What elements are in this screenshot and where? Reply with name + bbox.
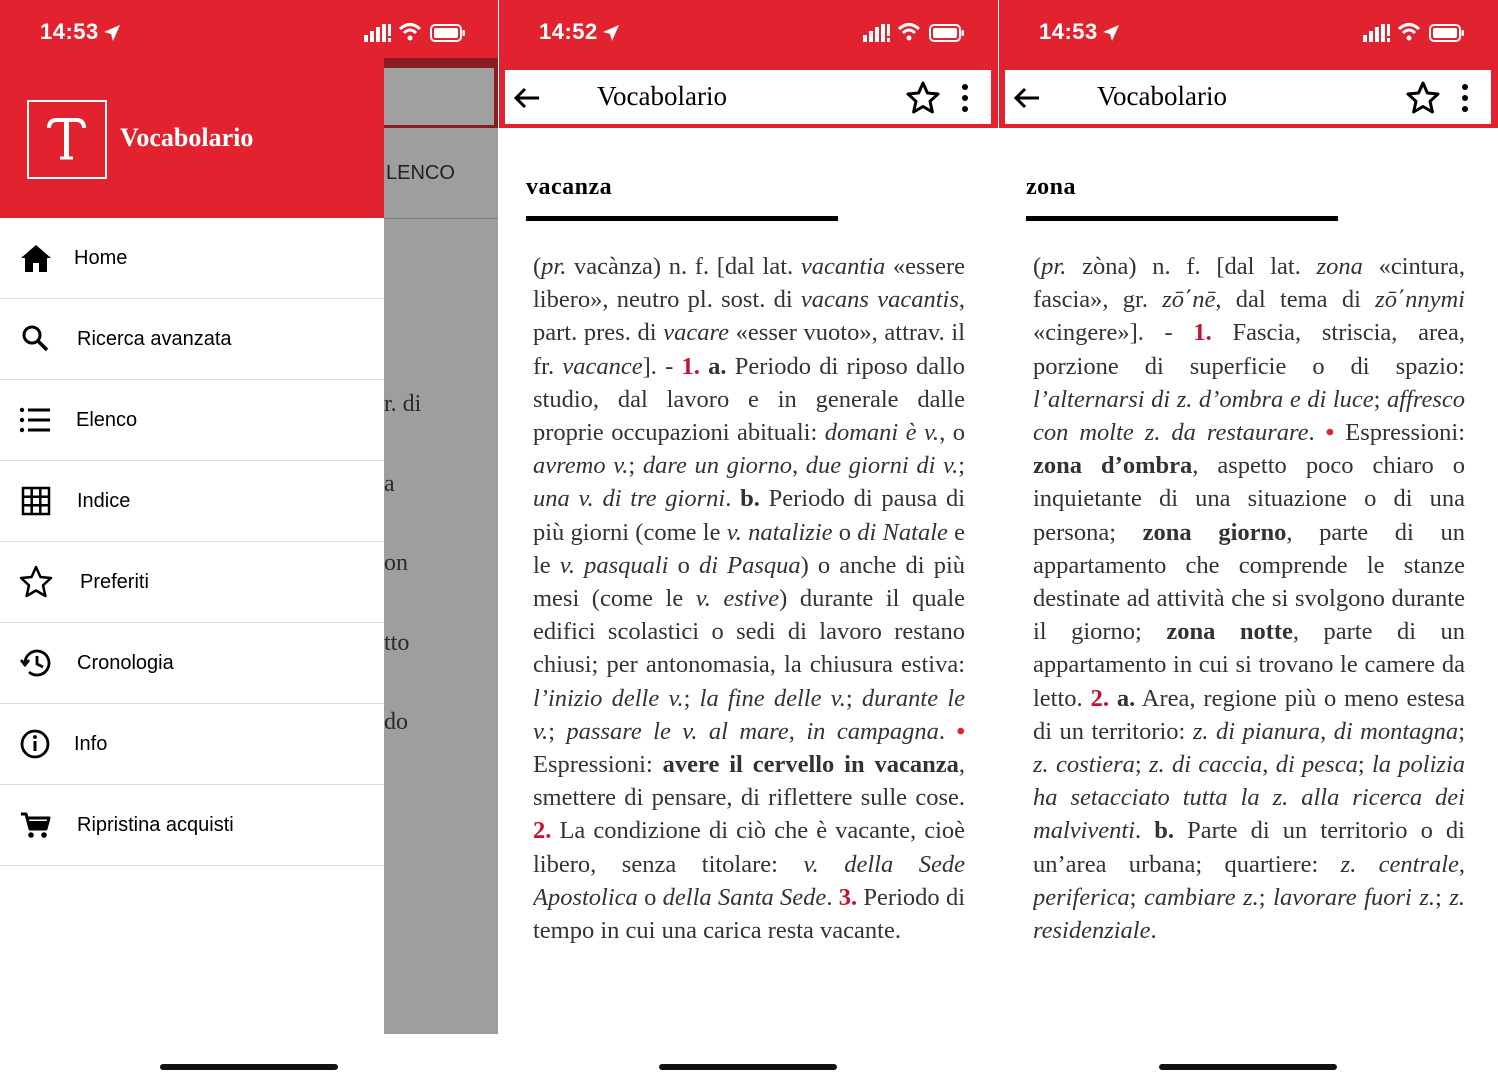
info-icon xyxy=(18,726,54,762)
list-icon xyxy=(18,402,54,438)
more-vert-icon[interactable] xyxy=(959,82,971,114)
drawer-menu xyxy=(0,218,384,866)
status-bar xyxy=(999,0,1498,68)
menu-item-info[interactable] xyxy=(0,704,384,785)
favorite-star-icon[interactable] xyxy=(905,80,941,116)
entry-screen-zona xyxy=(999,0,1498,1080)
app-bar xyxy=(999,68,1498,128)
obscured-appbar xyxy=(384,58,499,128)
obscured-text-line: do xyxy=(384,709,408,735)
app-logo xyxy=(27,100,107,179)
drawer-app-title: Vocabolario xyxy=(120,123,254,152)
app-bar-title: Vocabolario xyxy=(597,81,727,111)
menu-item-label: Info xyxy=(74,733,108,755)
menu-item-indice[interactable] xyxy=(0,461,384,542)
home-indicator[interactable] xyxy=(160,1064,338,1070)
obscured-text-line: on xyxy=(384,550,408,576)
menu-item-label: Home xyxy=(74,247,128,269)
location-arrow-icon xyxy=(102,23,122,43)
wifi-icon xyxy=(1397,22,1421,42)
menu-item-label: Indice xyxy=(77,490,131,512)
status-time: 14:52 xyxy=(539,19,598,44)
obscured-text xyxy=(384,338,421,789)
battery-icon xyxy=(929,24,965,42)
treccani-t-icon xyxy=(29,102,104,176)
battery-icon xyxy=(1429,24,1465,42)
home-indicator[interactable] xyxy=(1159,1064,1337,1070)
menu-item-elenco[interactable] xyxy=(0,380,384,461)
obscured-text-line: a xyxy=(384,470,395,497)
signal-icon xyxy=(863,24,891,42)
history-icon xyxy=(18,645,54,681)
search-icon xyxy=(18,321,54,357)
wifi-icon xyxy=(398,22,422,42)
signal-icon xyxy=(1363,24,1391,42)
menu-item-label: Ricerca avanzata xyxy=(77,328,232,350)
menu-item-cronologia[interactable] xyxy=(0,623,384,704)
star-icon xyxy=(18,564,54,600)
signal-icon xyxy=(364,24,392,42)
cart-icon xyxy=(18,807,54,843)
status-time: 14:53 xyxy=(40,19,99,44)
menu-item-label: Preferiti xyxy=(80,571,149,593)
menu-item-preferiti[interactable] xyxy=(0,542,384,623)
menu-item-home[interactable] xyxy=(0,218,384,299)
menu-item-label: Cronologia xyxy=(77,652,174,674)
menu-item-ripristina-acquisti[interactable] xyxy=(0,785,384,866)
obscured-text-line: r. di xyxy=(384,391,422,417)
drawer-scrim[interactable] xyxy=(384,58,499,1034)
headword-underline xyxy=(1026,216,1338,221)
app-bar xyxy=(499,68,998,128)
menu-item-label: Ripristina acquisti xyxy=(77,814,234,836)
app-bar-title: Vocabolario xyxy=(1097,81,1227,111)
back-arrow-icon[interactable] xyxy=(1011,82,1043,114)
wifi-icon xyxy=(897,22,921,42)
battery-icon xyxy=(430,24,466,42)
drawer-screen xyxy=(0,0,499,1080)
obscured-text-line: tto xyxy=(384,629,410,656)
grid-icon xyxy=(18,483,54,519)
entry-headword: vacanza xyxy=(526,174,613,200)
entry-headword: zona xyxy=(1026,174,1076,200)
home-indicator[interactable] xyxy=(659,1064,837,1070)
headword-underline xyxy=(526,216,838,221)
entry-screen-vacanza xyxy=(499,0,998,1080)
favorite-star-icon[interactable] xyxy=(1405,80,1441,116)
home-icon xyxy=(18,240,54,276)
entry-definition: (pr. zòna) n. f. [dal lat. zona «cintura, fascia», gr. zō΄nē, dal tema di zō΄nnymi «cingere»]. - 1. Fascia, striscia, area, porzione di superficie o di spazio: l’alternarsi di z. d’ombra e di luce; affresco con molte z. da restaurare. • Espressioni: zona d’ombra, aspetto poco chiaro o inquietante di una situazione o di una persona; zona giorno, parte di un appartamento che comprende le stanze destinate ad attività che si svolgono durante il giorno; zona notte, parte di un appartamento in cui si trovano le camere da letto. 2. a. Area, regione più o meno estesa di un territorio: z. di pianura, di montagna; z. costiera; z. di caccia, di pesca; la polizia ha setacciato tutta la z. alla ricerca dei malviventi. b. Parte di un territorio o di un’area urbana; quartiere: z. centrale, periferica; cambiare z.; lavorare fuori z.; z. residenziale. xyxy=(1033,253,1465,945)
menu-item-label: Elenco xyxy=(76,409,138,431)
status-bar xyxy=(499,0,998,68)
obscured-divider xyxy=(384,218,499,219)
location-arrow-icon xyxy=(601,23,621,43)
more-vert-icon[interactable] xyxy=(1459,82,1471,114)
status-time: 14:53 xyxy=(1039,19,1098,44)
menu-item-ricerca-avanzata[interactable] xyxy=(0,299,384,380)
back-arrow-icon[interactable] xyxy=(511,82,543,114)
entry-definition: (pr. vacànza) n. f. [dal lat. vacantia «essere libero», neutro pl. sost. di vacans vacantis, part. pres. di vacare «esser vuoto», attrav. il fr. vacance]. - 1. a. Periodo di riposo dallo studio, dal lavoro e in generale dalle proprie occupazioni abituali: domani è v., o avremo v.; dare un giorno, due giorni di v.; una v. di tre giorni. b. Periodo di pausa di più giorni (come le v. natalizie o di Natale e le v. pasquali o di Pasqua) o anche di più mesi (come le v. estive) durante il quale edifici scolastici o sedi di lavoro restano chiusi; per antonomasia, la chiusura estiva: l’inizio delle v.; la fine delle v.; durante le v.; passare le v. al mare, in campagna. • Espressioni: avere il cervello in vacanza, smettere di pensare, di riflettere sulle cose. 2. La condizione di ciò che è vacante, cioè libero, senza titolare: v. della Sede Apostolica o della Santa Sede. 3. Periodo di tempo in cui una carica resta vacante. xyxy=(533,253,965,945)
obscured-tab-label: LENCO xyxy=(386,162,455,184)
drawer-header xyxy=(0,68,384,218)
location-arrow-icon xyxy=(1101,23,1121,43)
